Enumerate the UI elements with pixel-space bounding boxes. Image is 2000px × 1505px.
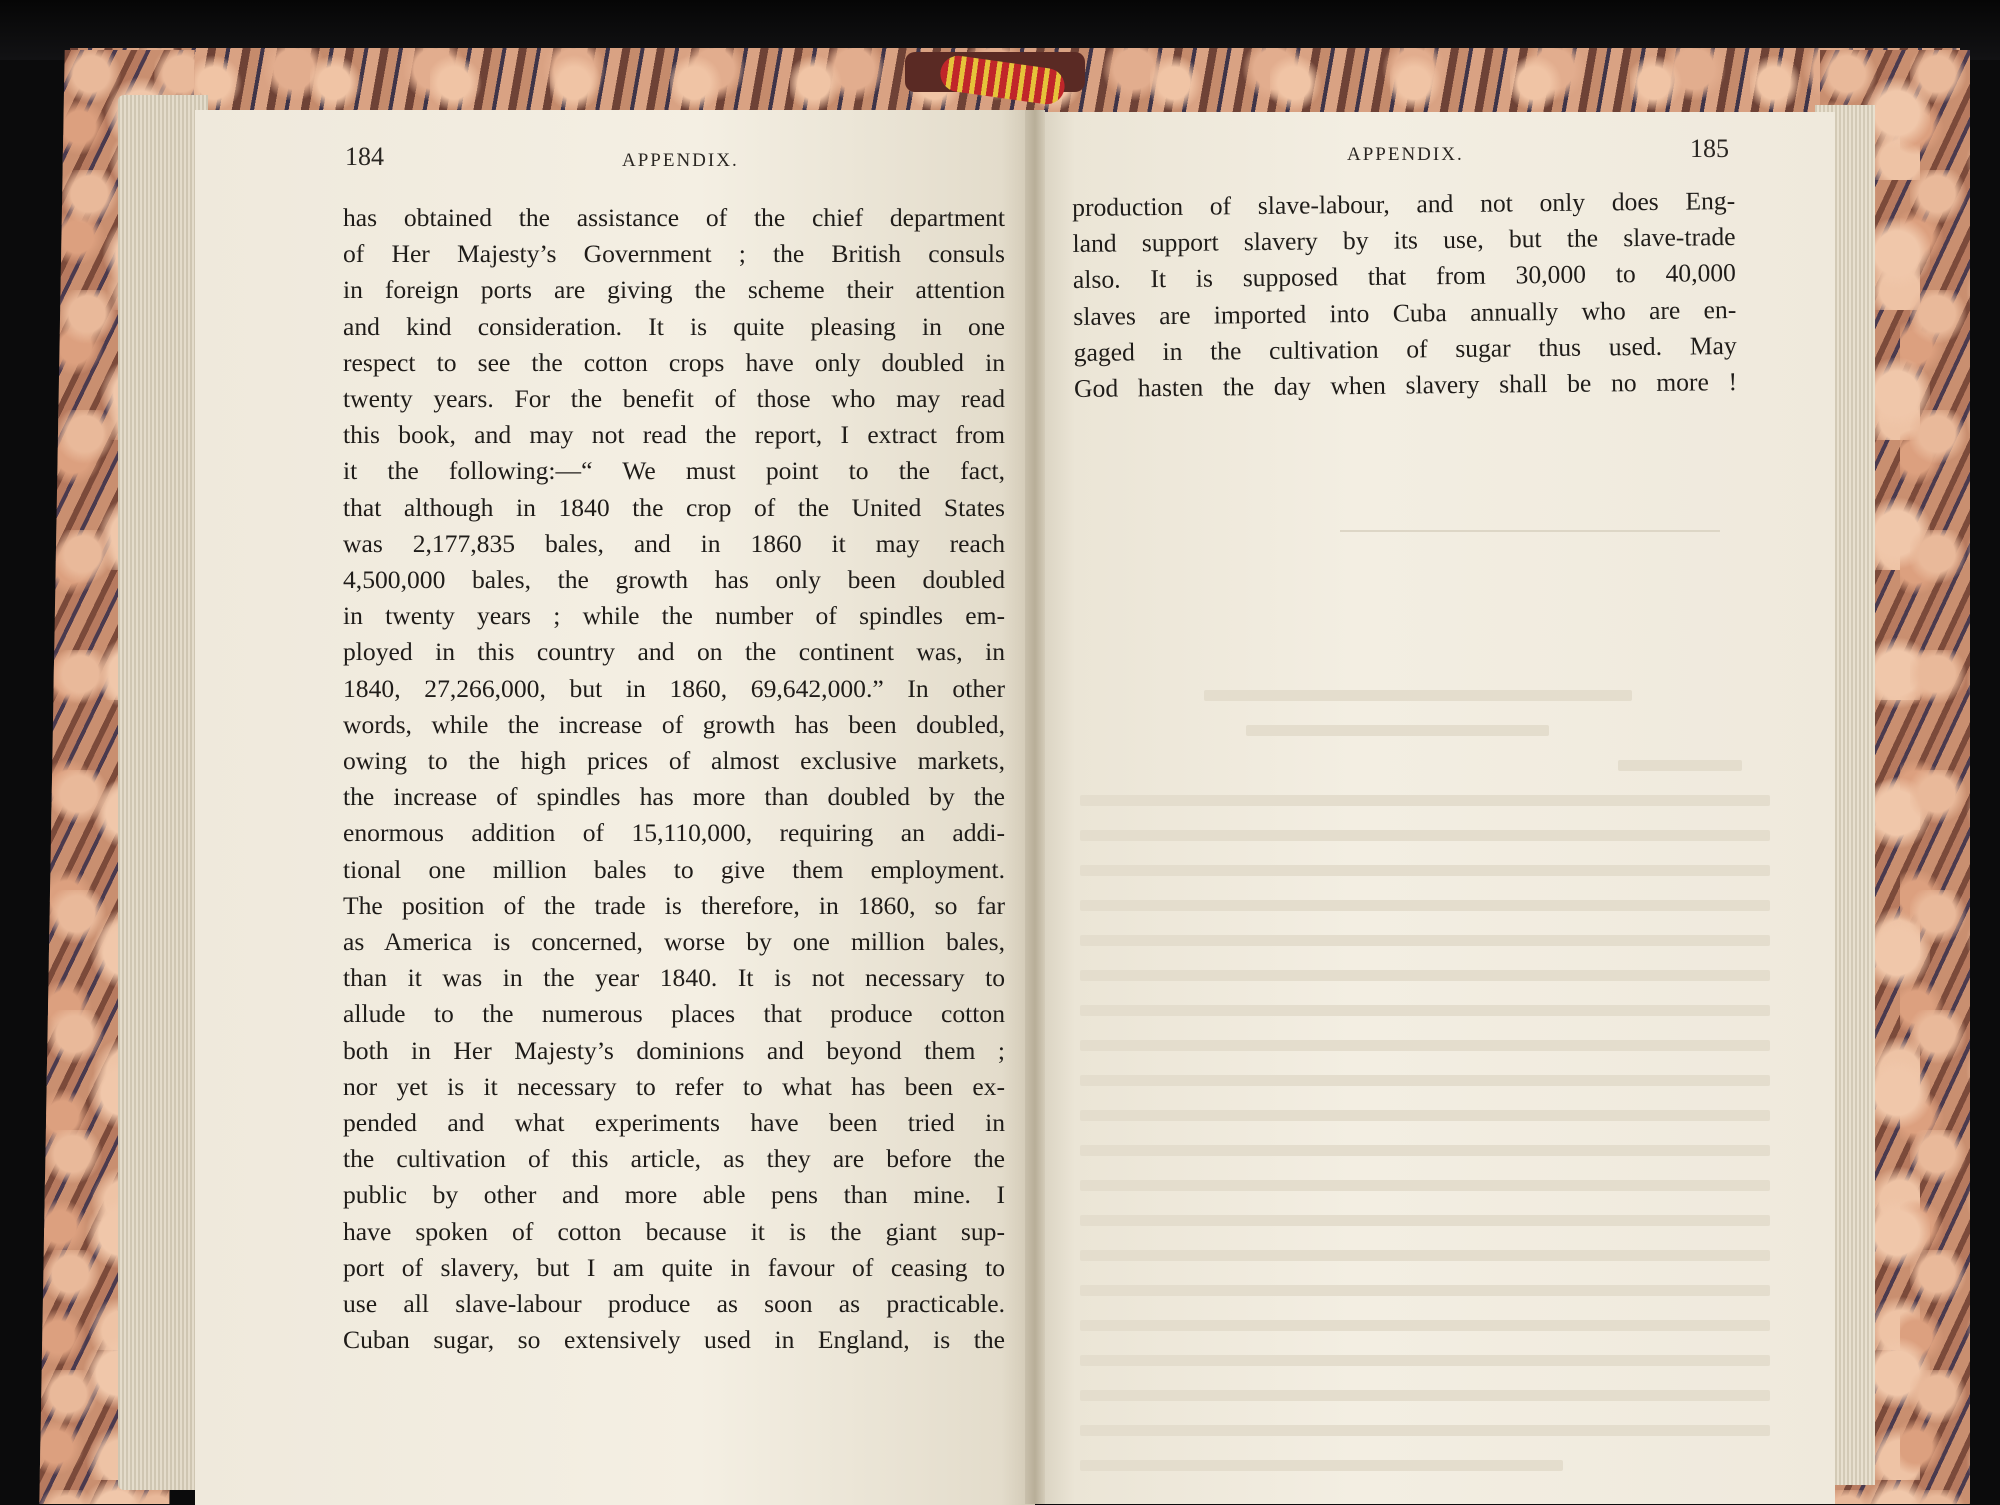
text-line: allude to the numerous places that produce cotton	[343, 999, 1005, 1029]
text-line: in twenty years ; while the number of spindles em-	[343, 601, 1005, 631]
text-line: twenty years. For the benefit of those who may read	[343, 384, 1005, 414]
text-line: both in Her Majesty’s dominions and beyond them ;	[343, 1035, 1005, 1065]
text-line: was 2,177,835 bales, and in 1860 it may reach	[343, 528, 1005, 558]
text-line: as America is concerned, worse by one million bales,	[343, 927, 1005, 957]
text-line: The position of the trade is therefore, in 1860, so far	[343, 890, 1005, 920]
text-line: and kind consideration. It is quite pleasing in one	[343, 311, 1005, 341]
right-running-head: APPENDIX.	[1347, 144, 1464, 165]
text-line: ployed in this country and on the continent was, in	[343, 637, 1005, 667]
text-line: the increase of spindles has more than doubled by the	[343, 782, 1005, 812]
text-line: slaves are imported into Cuba annually who are en-	[1073, 294, 1737, 331]
text-line: tional one million bales to give them employment.	[343, 854, 1005, 884]
text-line: gaged in the cultivation of sugar thus used. May	[1073, 330, 1737, 367]
text-line: use all slave-labour produce as soon as practicable.	[343, 1289, 1005, 1319]
text-line: port of slavery, but I am quite in favour of ceasing to	[343, 1252, 1005, 1282]
right-page-text	[1072, 183, 1737, 407]
left-page-text	[343, 200, 1005, 1359]
text-line: than it was in the year 1840. It is not necessary to	[343, 963, 1005, 993]
text-line: enormous addition of 15,110,000, requiring an addi-	[343, 818, 1005, 848]
gutter	[1025, 110, 1045, 1504]
text-line: nor yet is it necessary to refer to what has been ex-	[343, 1071, 1005, 1101]
text-line: 4,500,000 bales, the growth has only been doubled	[343, 565, 1005, 595]
text-line: the cultivation of this article, as they are before the	[343, 1144, 1005, 1174]
text-line: production of slave-labour, and not only does Eng-	[1072, 186, 1736, 222]
text-line: words, while the increase of growth has been doubled,	[343, 709, 1005, 739]
text-line: owing to the high prices of almost exclusive markets,	[343, 746, 1005, 776]
text-line: pended and what experiments have been tried in	[343, 1108, 1005, 1138]
text-line: of Her Majesty’s Government ; the British consuls	[343, 239, 1005, 269]
text-line: Cuban sugar, so extensively used in England, is the	[343, 1325, 1005, 1355]
text-line: 1840, 27,266,000, but in 1860, 69,642,000.” In other	[343, 673, 1005, 703]
text-line: respect to see the cotton crops have only doubled in	[343, 347, 1005, 377]
text-line: that although in 1840 the crop of the United States	[343, 492, 1005, 522]
text-line: God hasten the day when slavery shall be no more !	[1073, 367, 1738, 404]
text-line: this book, and may not read the report, I extract from	[343, 420, 1005, 450]
right-page-number: 185	[1690, 134, 1729, 163]
text-line: land support slavery by its use, but the slave-trade	[1072, 222, 1736, 259]
text-line: have spoken of cotton because it is the giant sup-	[343, 1216, 1005, 1246]
show-through-rule	[1340, 530, 1720, 532]
show-through-lines	[1080, 690, 1770, 1495]
text-line: public by other and more able pens than mine. I	[343, 1180, 1005, 1210]
text-line: in foreign ports are giving the scheme their attention	[343, 275, 1005, 305]
text-line: also. It is supposed that from 30,000 to 40,000	[1072, 258, 1737, 295]
left-running-head: APPENDIX.	[622, 150, 739, 171]
text-line: it the following:—“ We must point to the fact,	[343, 456, 1005, 486]
text-line: has obtained the assistance of the chief department	[343, 203, 1005, 232]
left-page-number: 184	[345, 142, 384, 171]
